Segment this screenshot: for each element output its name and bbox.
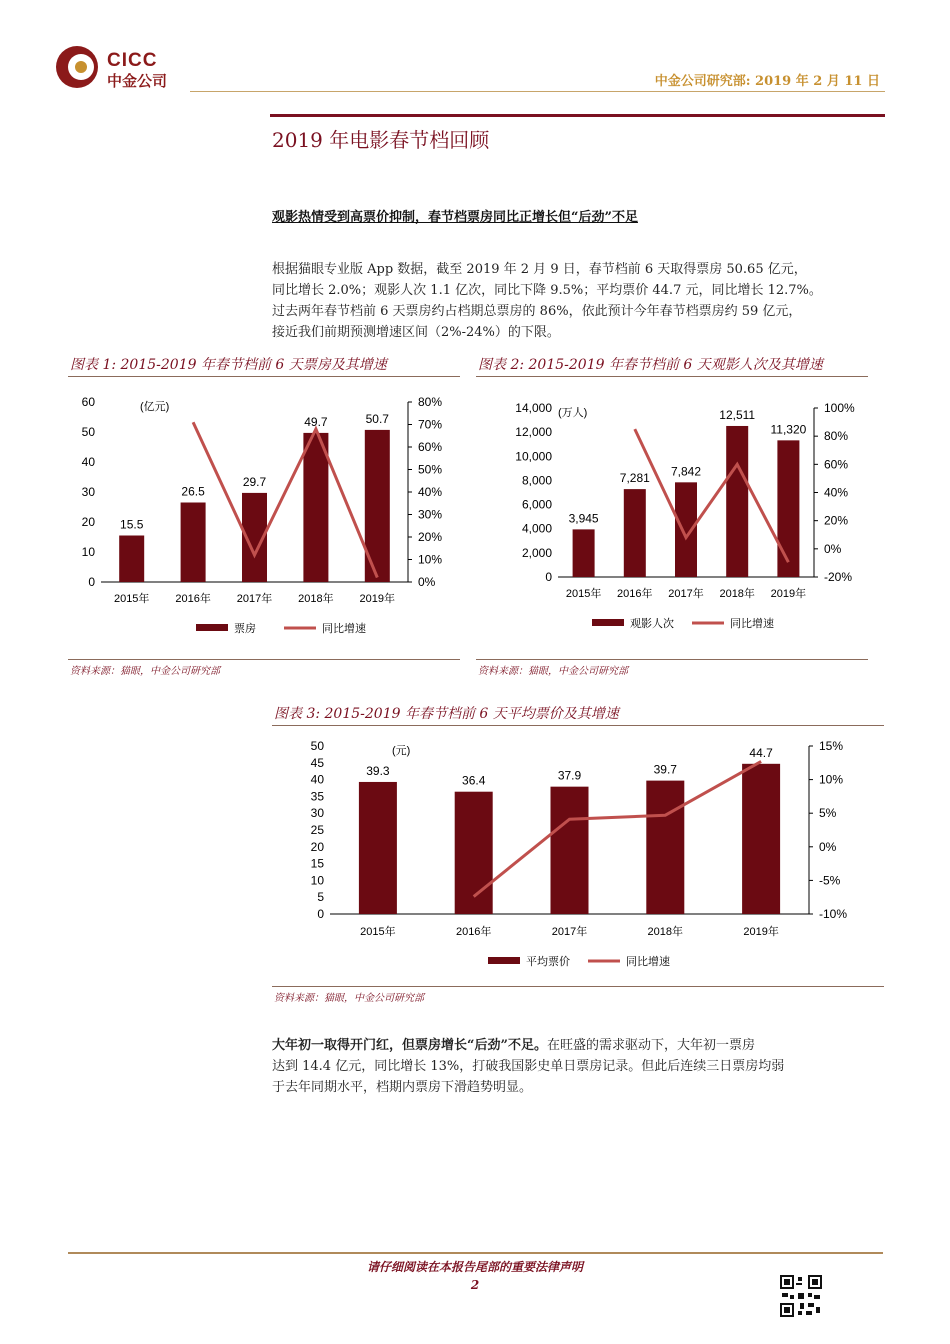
chart2-category-label: 2016年 [617,588,653,600]
footer-disclaimer: 请仔细阅读在本报告尾部的重要法律声明 [366,1260,583,1274]
page-number: 2 [470,1278,480,1292]
chart3-legend-bar-swatch [488,957,520,964]
chart3-y2-tick-label: 0% [819,839,837,854]
chart1-unit-label: (亿元) [140,401,170,413]
chart3-y-tick-label: 5 [317,890,324,905]
chart3-bar-label: 36.4 [462,773,486,788]
chart3-y-tick-label: 20 [310,839,324,854]
chart3-y2-tick-label: -5% [819,873,841,888]
chart1-y-tick-label: 0 [88,575,95,589]
footer-divider [68,1252,883,1254]
chart3-bar-label: 39.3 [366,763,390,778]
chart2-bottom-rule [476,659,868,660]
logo-text-cn: 中金公司 [107,72,168,90]
chart2-y-tick-label: 2,000 [521,545,552,560]
chart1-source: 资料来源：猫眼，中金公司研究部 [70,666,220,677]
chart2-category-label: 2017年 [668,588,704,600]
chart2-y2-tick-label: 80% [824,429,849,444]
chart3-category-label: 2019年 [743,926,779,938]
chart1-y-tick-label: 30 [81,485,95,499]
chart3-title: 图表 3: 2015-2019 年春节档前 6 天平均票价及其增速 [274,706,619,722]
chart3-y2-tick-label: 10% [819,772,844,787]
chart3-bar [646,781,684,914]
chart2-y2-tick-label: 0% [824,541,842,556]
chart3-y-tick-label: 50 [310,739,324,753]
chart2-figure [476,392,868,642]
chart2-y2-tick-label: 20% [824,513,849,528]
logo-text-en: CICC [107,50,158,71]
chart1-category-label: 2018年 [298,593,334,605]
chart1-y-tick-label: 60 [81,395,95,409]
chart3-bar [551,787,589,914]
chart1-y2-tick-label: 50% [418,462,443,477]
chart3-growth-line [474,761,761,896]
chart1-growth-line [193,422,377,577]
chart2-bar [573,529,595,577]
chart3-legend-bar-label: 平均票价 [526,956,570,968]
chart1-bar-label: 50.7 [365,411,389,426]
chart1-title-rule [68,376,460,377]
chart2-y-tick-label: 6,000 [521,497,552,512]
chart1-y-tick-label: 10 [81,545,95,559]
chart2-bar-label: 12,511 [719,407,756,422]
paragraph-2-line [272,1035,884,1056]
paragraph-1 [272,259,884,343]
chart3-bar-label: 37.9 [557,768,582,783]
chart1-bar [303,433,328,582]
chart3-y-tick-label: 35 [310,789,324,804]
chart2-bar [777,440,799,577]
chart1-bar [181,503,206,583]
chart1-y-tick-label: 20 [81,515,95,529]
chart1-bar [119,536,144,583]
chart2-bar-label: 11,320 [770,422,807,437]
chart3-y2-tick-label: -10% [819,907,848,921]
chart2-y2-tick-label: -20% [824,570,853,584]
chart1-figure [68,388,460,648]
chart1-y-tick-label: 40 [81,455,95,469]
chart3-category-label: 2017年 [551,926,588,938]
chart1-bar-label: 26.5 [181,484,205,499]
chart3-bar-label: 44.7 [749,745,773,760]
chart1-y2-tick-label: 10% [418,552,443,567]
sub-heading: 观影热情受到高票价抑制，春节档票房同比正增长但“后劲”不足 [272,210,638,225]
chart3-category-label: 2015年 [360,926,396,938]
chart1-legend-line-label: 同比增速 [322,623,366,635]
cicc-logo-icon [55,45,99,89]
chart3-category-label: 2016年 [455,926,492,938]
chart2-unit-label: (万人) [558,407,588,419]
chart2-y-tick-label: 12,000 [515,425,552,440]
chart1-bar-label: 29.7 [242,474,267,489]
chart3-y-tick-label: 0 [317,907,324,921]
header-date: 中金公司研究部: 2019 年 2 月 11 日 [654,74,880,89]
chart1-y2-tick-label: 0% [418,575,436,589]
chart2-category-label: 2015年 [565,588,602,600]
chart3-y-tick-label: 30 [310,806,324,821]
paragraph-2-line: 达到 14.4 亿元，同比增长 13%，打破我国影史单日票房记录。但此后连续三日票房均弱 [272,1059,785,1074]
chart2-bar [675,482,697,577]
chart2-title: 图表 2: 2015-2019 年春节档前 6 天观影人次及其增速 [478,357,823,373]
chart2-y2-tick-label: 40% [824,485,849,500]
chart2-y2-tick-label: 60% [824,457,849,472]
chart3-y-tick-label: 40 [310,772,324,787]
paragraph-2-rest: 在旺盛的需求驱动下，大年初一票房 [546,1038,755,1053]
chart1-category-label: 2017年 [236,593,273,605]
chart3-y2-tick-label: 5% [819,806,837,821]
paragraph-1-line: 过去两年春节档前 6 天票房约占档期总票房的 86%，依此预计今年春节档票房约 59 亿元， [272,304,802,319]
chart2-y-tick-label: 14,000 [515,401,552,415]
chart3-source: 资料来源：猫眼，中金公司研究部 [274,993,424,1004]
qr-code-icon [780,1275,822,1317]
chart2-y-tick-label: 0 [545,570,552,584]
chart2-growth-line [635,429,789,562]
chart2-source: 资料来源：猫眼，中金公司研究部 [478,666,628,677]
chart1-category-label: 2015年 [113,593,150,605]
chart1-y2-tick-label: 80% [418,395,443,409]
chart2-y2-tick-label: 100% [824,401,855,415]
header-divider [190,91,885,92]
chart1-category-label: 2019年 [359,593,396,605]
paragraph-2-line: 于去年同期水平，档期内票房下滑趋势明显。 [272,1080,533,1095]
chart2-y-tick-label: 10,000 [515,449,552,464]
chart1-title: 图表 1: 2015-2019 年春节档前 6 天票房及其增速 [70,357,387,373]
chart2-legend-line-label: 同比增速 [730,618,774,630]
chart2-title-rule [476,376,868,377]
chart2-bar-label: 7,842 [670,464,702,479]
chart3-bottom-rule [272,986,884,987]
title-bar [270,114,885,117]
chart3-y-tick-label: 15 [310,856,324,871]
chart3-y2-tick-label: 15% [819,739,844,753]
chart1-legend-bar-label: 票房 [234,623,256,635]
chart3-bar [359,782,397,914]
paragraph-1-line: 根据猫眼专业版 App 数据，截至 2019 年 2 月 9 日，春节档前 6 天取得票房 50.65 亿元， [272,262,807,277]
chart1-y-tick-label: 50 [81,425,95,439]
chart1-y2-tick-label: 70% [418,417,443,432]
chart3-y-tick-label: 10 [310,873,324,888]
chart3-y-tick-label: 45 [310,755,324,770]
chart1-bottom-rule [68,659,460,660]
paragraph-1-line: 接近我们前期预测增速区间（2%-24%）的下限。 [272,325,560,340]
chart3-figure [272,736,884,976]
chart1-y2-tick-label: 30% [418,507,443,522]
paragraph-2-bold: 大年初一取得开门红，但票房增长“后劲”不足。 [272,1038,547,1053]
chart1-bar-label: 15.5 [120,517,144,532]
chart3-legend-line-label: 同比增速 [626,956,670,968]
chart2-category-label: 2018年 [719,588,755,600]
chart2-legend-bar-label: 观影人次 [630,618,674,630]
chart3-category-label: 2018年 [647,926,684,938]
chart3-title-rule [272,725,884,726]
page-title: 2019 年电影春节档回顾 [272,128,490,152]
chart3-bar [742,764,780,914]
chart2-bar [624,489,646,577]
paragraph-1-line: 同比增长 2.0%；观影人次 1.1 亿次，同比下降 9.5%；平均票价 44.7 元，同比增长 12.7%。 [272,283,822,298]
chart3-bar-label: 39.7 [653,762,677,777]
chart2-category-label: 2019年 [770,588,807,600]
chart1-y2-tick-label: 60% [418,440,443,454]
chart1-legend-bar-swatch [196,624,228,631]
chart2-legend-bar-swatch [592,619,624,626]
chart1-bar-label: 49.7 [304,414,328,429]
chart1-y2-tick-label: 40% [418,485,443,499]
chart2-bar [726,426,748,577]
chart2-y-tick-label: 4,000 [521,521,552,536]
chart1-y2-tick-label: 20% [418,530,443,544]
chart2-bar-label: 7,281 [619,471,650,486]
chart3-y-tick-label: 25 [310,823,324,837]
chart2-y-tick-label: 8,000 [521,473,552,488]
chart1-category-label: 2016年 [175,593,211,605]
paragraph-2 [272,1035,884,1098]
chart2-bar-label: 3,945 [568,511,599,526]
chart3-unit-label: (元) [392,745,411,757]
